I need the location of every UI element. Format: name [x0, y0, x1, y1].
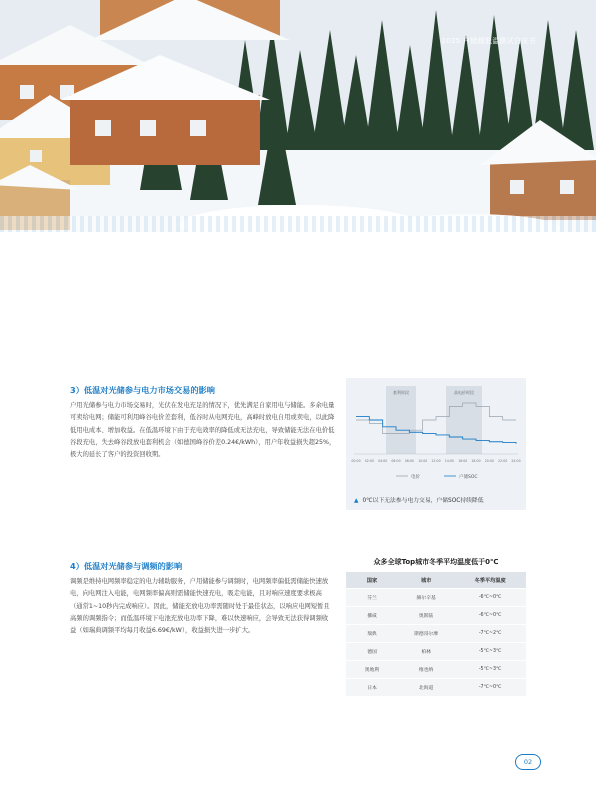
header-city: 城市	[398, 572, 454, 589]
cell-city: 维也纳	[398, 661, 454, 679]
table-row	[346, 661, 526, 679]
cell-country: 瑞典	[346, 625, 398, 643]
x-tick-label: 16:00	[458, 459, 468, 463]
chart-note-text: 0℃以下无法参与电力交易，户储SOC持续降低	[362, 498, 484, 504]
price-soc-chart	[346, 378, 526, 510]
report-title: 2025 户储越低温测试白皮书	[441, 37, 536, 45]
temperature-table	[346, 572, 526, 696]
high-price-annotation: 高电价时段	[454, 390, 474, 395]
cell-temp: -7℃~0℃	[454, 679, 526, 697]
cell-temp: -7℃~2℃	[454, 625, 526, 643]
cell-country: 德国	[346, 643, 398, 661]
table-row	[346, 625, 526, 643]
decorative-stripe	[0, 216, 596, 232]
x-tick-label: 10:00	[418, 459, 428, 463]
page-number: 02	[515, 754, 541, 770]
low-price-shade	[386, 386, 416, 454]
table-title: 众多全球Top城市冬季平均温度低于0℃	[373, 558, 499, 566]
header-temp: 冬季平均温度	[454, 572, 526, 589]
x-tick-label: 24:00	[511, 459, 521, 463]
section4-title: 4）低温对光储参与调频的影响	[70, 561, 183, 571]
cell-city: 斯德哥尔摩	[398, 625, 454, 643]
table-row	[346, 607, 526, 625]
x-tick-label: 00:00	[351, 459, 361, 463]
section3-paragraph: 户用光储参与电力市场交易时，光伏在发电充足的情况下，优先满足自家用电与储能。多余电量可卖给电网；储能可利用峰谷电价差套利，低谷时从电网充电，高峰时放电自用或卖电，以此降低用电成本、增加收益。在低温环境下由于充电效率的降低或无法充电，导致储能无法在电价低谷段充电，失去峰谷段放电套利机会（如德国峰谷价差0.24€/kWh），用户年收益损失超25%，极大的延长了客户的投资回收期。	[70, 402, 336, 459]
cell-country: 芬兰	[346, 589, 398, 607]
table-row	[346, 589, 526, 607]
hero-image	[0, 0, 596, 232]
high-price-shade	[446, 386, 482, 454]
legend-price-label: 电价	[411, 475, 420, 480]
x-tick-label: 18:00	[471, 459, 481, 463]
table-header-row	[346, 572, 526, 589]
x-tick-label: 12:00	[431, 459, 441, 463]
cell-city: 赫尔辛基	[398, 589, 454, 607]
table-row	[346, 679, 526, 697]
cell-temp: -5℃~3℃	[454, 643, 526, 661]
cell-city: 柏林	[398, 643, 454, 661]
snowy-village-illustration	[0, 0, 596, 232]
cell-temp: -5℃~3℃	[454, 661, 526, 679]
x-tick-label: 22:00	[498, 459, 508, 463]
legend-soc-label: 户储SOC	[459, 475, 478, 480]
cell-city: 北海道	[398, 679, 454, 697]
x-tick-label: 04:00	[378, 459, 388, 463]
x-tick-label: 08:00	[404, 459, 414, 463]
cell-temp: -6℃~0℃	[454, 607, 526, 625]
cell-country: 挪威	[346, 607, 398, 625]
series-line-price	[356, 403, 516, 434]
section3-title: 3）低温对光储参与电力市场交易的影响	[70, 385, 215, 395]
chart-canvas	[346, 378, 526, 490]
x-tick-label: 14:00	[444, 459, 454, 463]
table-row	[346, 643, 526, 661]
cell-country: 奥地利	[346, 661, 398, 679]
x-tick-label: 20:00	[484, 459, 494, 463]
header-country: 国家	[346, 572, 398, 589]
x-tick-label: 06:00	[391, 459, 401, 463]
cell-country: 日本	[346, 679, 398, 697]
series-line-soc	[356, 417, 516, 444]
chart-note	[354, 495, 484, 504]
cell-city: 奥斯陆	[398, 607, 454, 625]
cell-temp: -6℃~0℃	[454, 589, 526, 607]
x-tick-label: 02:00	[364, 459, 374, 463]
low-price-annotation: 套利时段	[393, 390, 409, 395]
section4-paragraph: 调频是维持电网频率稳定的电力辅助服务，户用储能参与调频时，电网频率偏低需储能快速放电，向电网注入电能，电网频率偏高则需储能快速充电，吸走电能，且对响应速度要求极高（通常1~10秒内完成响应）。因此，储能充放电功率需随时处于最佳状态，以响应电网短暂且高频的调频指令；而低温环境下电池充放电功率下降，难以快速响应，会导致无法获得调频收益（如瑞典调频平均每月收益6.69€/kW），收益损失进一步扩大。	[70, 578, 330, 635]
triangle-icon: ▲	[354, 498, 359, 504]
